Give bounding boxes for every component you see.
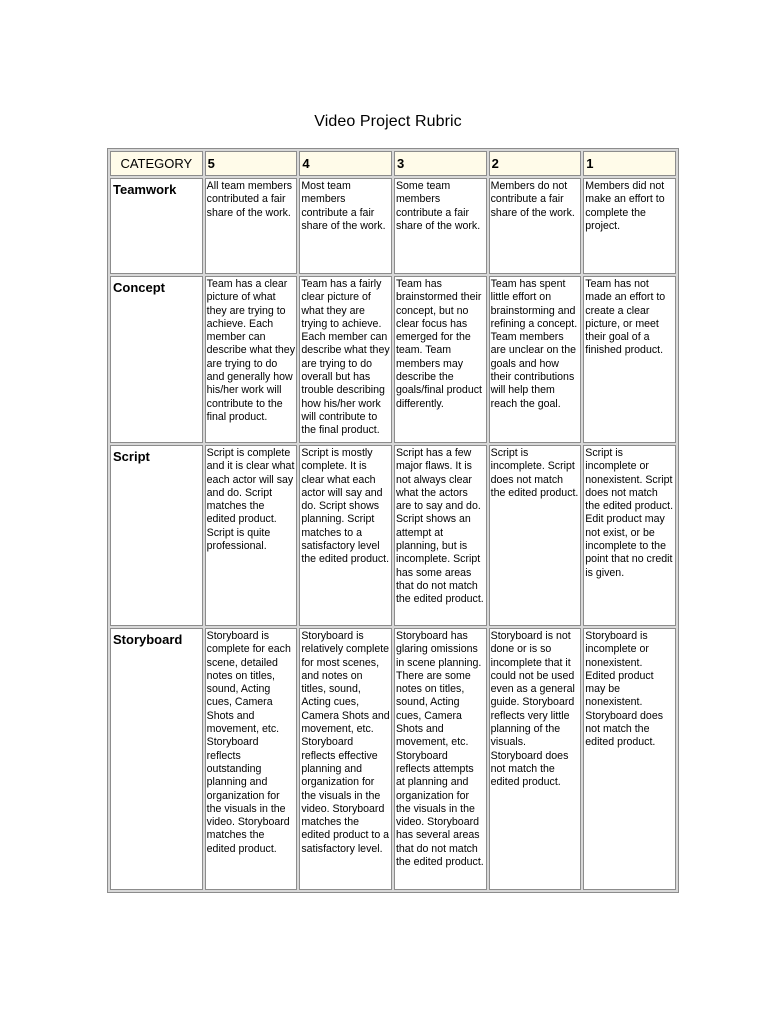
table-row-concept [110, 276, 676, 443]
header-row [110, 151, 676, 176]
table-cell: Team has spent little effort on brainstorming and refining a concept. Team members are unclear on the goals and how their contributions will help them reach the goal. [489, 276, 582, 443]
table-cell: Storyboard is complete for each scene, detailed notes on titles, sound, Acting cues, Camera Shots and movement, etc. Storyboard reflects outstanding planning and organization for the visuals in the video. Storyboard matches the edited product. [205, 628, 298, 890]
row-label-concept: Concept [110, 276, 203, 443]
document-title: Video Project Rubric [314, 113, 462, 130]
table-cell: Storyboard is relatively complete for most scenes, and notes on titles, sound, Acting cues, Camera Shots and movement, etc. Storyboard reflects effective planning and organization for the visuals in the video. Storyboard matches the edited product to a satisfactory level. [299, 628, 392, 890]
table-cell: Script is complete and it is clear what each actor will say and do. Script matches the edited product. Script is quite professional. [205, 445, 298, 626]
row-label-storyboard: Storyboard [110, 628, 203, 890]
table-row-teamwork [110, 178, 676, 274]
table-cell: Script is incomplete or nonexistent. Script does not match the edited product. Edit product may not exist, or be incomplete to the point that no credit is given. [583, 445, 676, 626]
table-cell: Script has a few major flaws. It is not always clear what the actors are to say and do. Script shows an attempt at planning, but is incomplete. Script has some areas that do not match the edited product. [394, 445, 487, 626]
header-level-3: 3 [394, 151, 487, 176]
table-row-script [110, 445, 676, 626]
table-cell: Script is mostly complete. It is clear what each actor will say and do. Script shows planning. Script matches to a satisfactory level the edited product. [299, 445, 392, 626]
table-cell: Some team members contribute a fair share of the work. [394, 178, 487, 274]
header-level-1: 1 [583, 151, 676, 176]
table-cell: Team has a clear picture of what they are trying to achieve. Each member can describe what they are trying to do and generally how his/her work will contribute to the final product. [205, 276, 298, 443]
table-cell: Storyboard is incomplete or nonexistent. Edited product may be nonexistent. Storyboard does not match the edited product. [583, 628, 676, 890]
table-cell: Storyboard has glaring omissions in scene planning. There are some notes on titles, sound, Acting cues, Camera Shots and movement, etc. Storyboard reflects attempts at planning and organization for the visuals in the video. Storyboard has several areas that do not match the edited product. [394, 628, 487, 890]
header-category: CATEGORY [110, 151, 203, 176]
table-cell: Team has brainstormed their concept, but no clear focus has emerged for the team. Team members may describe the goals/final product differently. [394, 276, 487, 443]
header-level-2: 2 [489, 151, 582, 176]
row-label-script: Script [110, 445, 203, 626]
rubric-table [107, 148, 679, 893]
table-cell: All team members contributed a fair share of the work. [205, 178, 298, 274]
row-label-teamwork: Teamwork [110, 178, 203, 274]
header-level-4: 4 [299, 151, 392, 176]
table-cell: Team has not made an effort to create a clear picture, or meet their goal of a finished product. [583, 276, 676, 443]
table-cell: Members do not contribute a fair share of the work. [489, 178, 582, 274]
table-cell: Team has a fairly clear picture of what they are trying to achieve. Each member can describe what they are trying to do overall but has trouble describing how his/her work will contribute to the final product. [299, 276, 392, 443]
table-cell: Members did not make an effort to complete the project. [583, 178, 676, 274]
table-row-storyboard [110, 628, 676, 890]
table-cell: Storyboard is not done or is so incomplete that it could not be used even as a general guide. Storyboard reflects very little planning of the visuals. Storyboard does not match the edited product. [489, 628, 582, 890]
header-level-5: 5 [205, 151, 298, 176]
table-cell: Most team members contribute a fair share of the work. [299, 178, 392, 274]
table-cell: Script is incomplete. Script does not match the edited product. [489, 445, 582, 626]
